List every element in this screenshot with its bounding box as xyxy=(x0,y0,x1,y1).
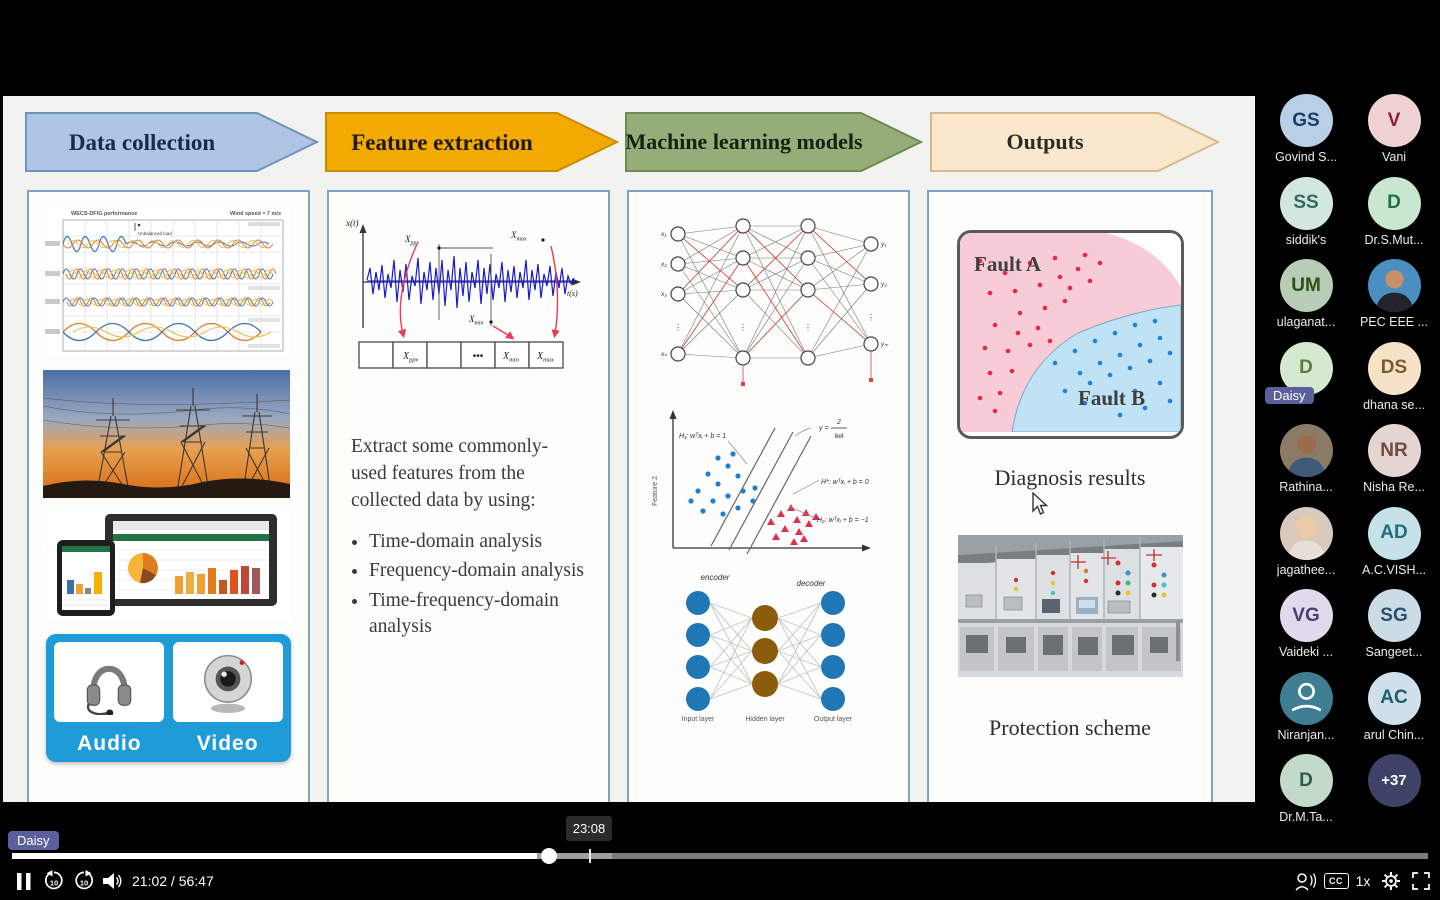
svg-text:Xmin: $X_{min}$ xyxy=(503,351,519,364)
participant-photo xyxy=(1368,259,1421,312)
autoencoder-diagram xyxy=(643,568,890,726)
participant-tile[interactable] xyxy=(1263,177,1349,260)
svg-text:⋮: ⋮ xyxy=(867,313,875,322)
participant-avatar: SS xyxy=(1280,177,1333,230)
bullet-item: • Frequency-domain analysis xyxy=(369,558,595,584)
svg-text:Fault B: Fault B xyxy=(1077,386,1145,410)
participant-avatar: D xyxy=(1280,754,1333,807)
feature-vector-boxes xyxy=(359,342,563,368)
active-speaker-badge: Daisy xyxy=(8,831,59,850)
mouse-cursor xyxy=(1030,492,1050,516)
participant-avatar: AC xyxy=(1368,672,1421,725)
gear-icon xyxy=(1381,871,1401,891)
bullet-item: • Time-frequency-domain analysis xyxy=(369,588,595,639)
flow-step-label: Machine learning models xyxy=(625,129,863,154)
time-display: 21:02 / 56:47 xyxy=(132,873,214,889)
svg-text:⋮: ⋮ xyxy=(739,323,747,332)
svg-text:10: 10 xyxy=(49,878,59,888)
svg-text:yₘ: yₘ xyxy=(881,341,889,348)
participant-name: Sangeet... xyxy=(1365,645,1423,659)
flow-step-label: Feature extraction xyxy=(351,130,533,155)
headset-icon xyxy=(78,649,140,715)
svg-text:Xmin: $X_{min}$ xyxy=(469,314,484,327)
participant-avatar xyxy=(1280,507,1333,560)
participant-name: jagathee... xyxy=(1276,562,1336,577)
participant-name: arul Chin... xyxy=(1363,727,1425,742)
presentation-slide xyxy=(3,96,1255,802)
participant-avatar: VG xyxy=(1280,589,1333,642)
flow-step-label: Data collection xyxy=(68,130,216,155)
participant-tile[interactable] xyxy=(1351,672,1437,755)
participant-tile[interactable] xyxy=(1351,94,1437,177)
fullscreen-icon xyxy=(1412,872,1430,890)
column-ml-models xyxy=(627,190,910,802)
participant-name: A.C.VISH... xyxy=(1362,562,1426,577)
participant-grid xyxy=(1262,94,1438,837)
participant-avatar: GS xyxy=(1280,94,1333,147)
feature-extraction-description: Extract some commonly-used features from the collected data by using: xyxy=(351,436,549,511)
protection-scheme-label: Protection scheme xyxy=(989,715,1151,740)
svg-text:Wind speed ≈ 7 m/s: Wind speed ≈ 7 m/s xyxy=(230,211,281,217)
svg-text:Fault A: Fault A xyxy=(973,252,1041,276)
participant-name: ulaganat... xyxy=(1276,315,1336,329)
participant-tile[interactable] xyxy=(1351,754,1437,837)
neural-network-diagram xyxy=(643,206,890,394)
participant-avatar: UM xyxy=(1280,259,1333,312)
participant-avatar xyxy=(1280,672,1333,725)
svg-text:x(t): x(t) xyxy=(346,218,359,228)
participant-tile[interactable] xyxy=(1263,259,1349,342)
svg-text:⋮: ⋮ xyxy=(674,323,682,332)
flow-step-data-collection xyxy=(25,112,319,172)
participant-name: Dr.S.Mut... xyxy=(1364,232,1424,247)
participant-name: Niranjan... xyxy=(1277,727,1335,742)
participant-name: Rathina... xyxy=(1279,480,1333,494)
participant-tile[interactable] xyxy=(1351,424,1437,507)
participant-tile[interactable] xyxy=(1351,177,1437,260)
svg-text:•••: ••• xyxy=(472,351,484,362)
svg-text:H₂: wᵀxᵢ + b = −1: H₂: wᵀxᵢ + b = −1 xyxy=(817,517,869,524)
flow-step-outputs xyxy=(930,112,1220,172)
svg-text:H₁: wᵀxᵢ + b = 1: H₁: wᵀxᵢ + b = 1 xyxy=(679,433,727,440)
pause-icon xyxy=(17,873,31,890)
participant-tile[interactable] xyxy=(1263,754,1349,837)
svg-text:‖w‖: ‖w‖ xyxy=(834,434,844,440)
participant-tile[interactable] xyxy=(1263,94,1349,177)
participant-avatar: DS xyxy=(1368,342,1421,395)
participant-avatar: D xyxy=(1368,177,1421,230)
svg-text:γ =: γ = xyxy=(819,425,829,432)
svg-text:Xppv: $X_{ppv}$ xyxy=(403,351,419,364)
svg-text:x₁: x₁ xyxy=(661,231,667,238)
participant-tile[interactable] xyxy=(1263,589,1349,672)
column-outputs xyxy=(927,190,1213,802)
video-tile xyxy=(173,642,283,722)
participant-photo xyxy=(1280,424,1333,477)
settings-button[interactable] xyxy=(1378,868,1404,894)
column-data-collection xyxy=(27,190,310,802)
flow-step-label: Outputs xyxy=(1006,129,1084,154)
svg-text:⋮: ⋮ xyxy=(804,323,812,332)
bullet-item: • Time-domain analysis xyxy=(369,529,595,555)
presenter-audio-icon xyxy=(1294,871,1316,891)
svm-diagram xyxy=(643,396,890,568)
seek-played xyxy=(12,853,537,859)
audio-label: Audio xyxy=(77,732,142,755)
forward-10-icon xyxy=(73,870,95,892)
protection-panels-photo xyxy=(958,535,1183,677)
participant-photo xyxy=(1280,507,1333,560)
audio-video-panel xyxy=(46,634,291,762)
playback-speed-button[interactable]: 1x xyxy=(1355,873,1371,889)
participant-avatar: V xyxy=(1368,94,1421,147)
devices-charts-image xyxy=(43,510,290,622)
participant-name: Nisha Re... xyxy=(1363,480,1425,494)
participant-name: Dr.M.Ta... xyxy=(1279,810,1333,824)
svg-text:Xmax: $X_{max}$ xyxy=(537,351,554,364)
diagnosis-results-label: Diagnosis results xyxy=(994,465,1146,490)
flow-step-ml-models xyxy=(625,112,923,172)
speaker-icon xyxy=(102,872,123,890)
forward-10-button[interactable] xyxy=(72,868,96,894)
waveform-chart xyxy=(43,206,290,356)
participant-avatar: SG xyxy=(1368,589,1421,642)
svg-text:2: 2 xyxy=(837,419,841,426)
svg-text:x₃: x₃ xyxy=(661,291,667,298)
webcam-icon xyxy=(197,649,259,715)
participant-tile[interactable] xyxy=(1263,672,1349,755)
svg-text:decoder: decoder xyxy=(796,579,826,588)
svg-text:encoder: encoder xyxy=(700,573,730,582)
svg-text:t(s): t(s) xyxy=(567,289,578,298)
svg-text:y₁: y₁ xyxy=(881,241,887,248)
rewind-10-icon xyxy=(43,870,65,892)
participant-name: PEC EEE ... xyxy=(1359,315,1429,329)
participant-tile[interactable] xyxy=(1263,507,1349,590)
rewind-10-button[interactable] xyxy=(42,868,66,894)
participant-tile[interactable] xyxy=(1263,424,1349,507)
svg-text:Hidden layer: Hidden layer xyxy=(745,716,785,723)
participant-name: Govind S... xyxy=(1275,150,1337,164)
participant-name: dhana se... xyxy=(1363,397,1425,412)
participant-name: Vani xyxy=(1381,150,1407,164)
participant-avatar: AD xyxy=(1368,507,1421,560)
svg-text:y₂: y₂ xyxy=(881,281,887,288)
svg-text:Xppv: $X_{ppv}$ xyxy=(405,234,420,247)
volume-button[interactable] xyxy=(100,868,124,894)
participant-avatar xyxy=(1368,259,1421,312)
participant-avatar xyxy=(1280,424,1333,477)
svg-text:xₙ: xₙ xyxy=(661,351,667,358)
svg-text:10: 10 xyxy=(79,878,89,888)
seek-handle[interactable] xyxy=(541,848,557,864)
seek-bar[interactable] xyxy=(12,853,1428,859)
captions-button[interactable] xyxy=(1322,868,1350,894)
participant-name: Vaideki ... xyxy=(1279,645,1333,659)
audience-view-button[interactable] xyxy=(1292,868,1318,894)
pause-button[interactable] xyxy=(14,868,34,894)
overflow-count-badge: +37 xyxy=(1368,754,1421,807)
svg-text:Unbalanced load: Unbalanced load xyxy=(138,231,172,236)
svg-text:Output layer: Output layer xyxy=(813,716,853,723)
svg-text:WECS-DFIG performance: WECS-DFIG performance xyxy=(71,211,138,217)
participant-tile[interactable] xyxy=(1351,259,1437,342)
transmission-towers-photo xyxy=(43,370,290,498)
flow-step-feature-extraction xyxy=(325,112,619,172)
fault-classification-figure xyxy=(957,230,1184,439)
svg-text:x₂: x₂ xyxy=(661,261,667,268)
svg-text:Xmax: $X_{max}$ xyxy=(511,230,527,243)
svg-text:Feature 2: Feature 2 xyxy=(652,476,659,506)
participant-tile[interactable] xyxy=(1351,342,1437,425)
participant-tile[interactable] xyxy=(1351,507,1437,590)
seek-time-tooltip: 23:08 xyxy=(566,816,612,841)
column-feature-extraction xyxy=(327,190,610,802)
participant-avatar: D xyxy=(1280,342,1333,395)
participant-tile[interactable] xyxy=(1263,342,1349,425)
participant-avatar: NR xyxy=(1368,424,1421,477)
svg-text:H*: wᵀxᵢ + b = 0: H*: wᵀxᵢ + b = 0 xyxy=(821,479,869,486)
svg-text:Input layer: Input layer xyxy=(681,716,715,723)
signal-features-figure xyxy=(343,210,590,378)
video-label: Video xyxy=(196,732,259,755)
person-icon xyxy=(1280,672,1333,725)
audio-tile xyxy=(54,642,164,722)
active-speaker-name-badge: Daisy xyxy=(1265,387,1314,404)
analysis-bullet-list xyxy=(343,529,595,640)
seek-hover-tick xyxy=(589,849,591,863)
participant-name: siddik's xyxy=(1285,232,1327,247)
cc-icon: CC xyxy=(1324,873,1349,889)
fullscreen-button[interactable] xyxy=(1408,868,1434,894)
participant-tile[interactable] xyxy=(1351,589,1437,672)
